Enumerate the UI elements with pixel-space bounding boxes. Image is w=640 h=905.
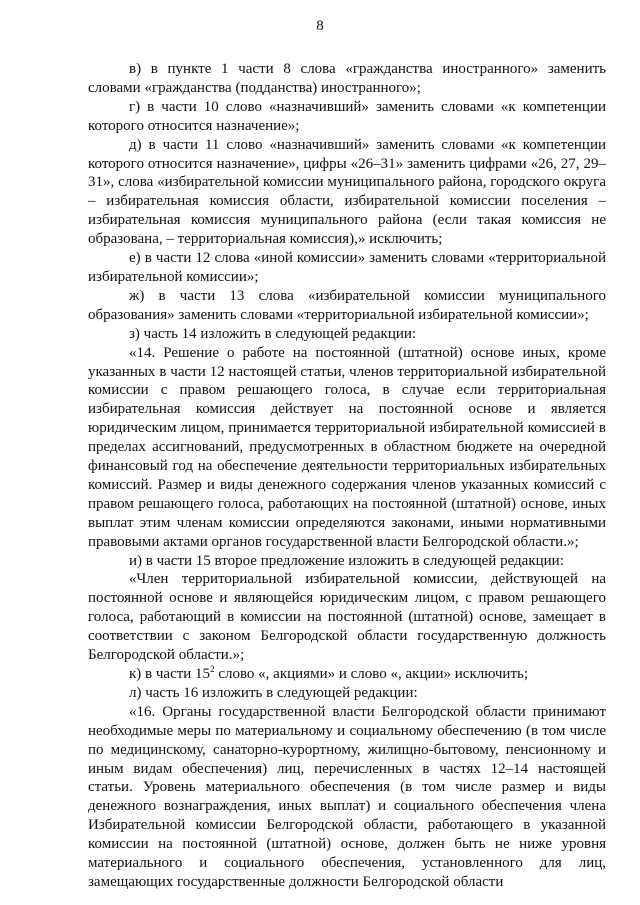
amendment-item-d: д) в части 11 слово «назначивший» заменить словами «к компетенции которого относится назначение», цифры «26–31» заменить цифрами «26, 27, 29–31», слова «избирательной комиссии муниципального района, городского округа – избирательная комиссия области, избирательной комиссии поселения – избирательная комиссия муниципального района (если такая комиссия не образована, – территориальная комиссия),» исключить; [88, 136, 606, 248]
superscript-index: 2 [210, 664, 215, 674]
quoted-sentence-part-15: «Член территориальной избирательной комиссии, действующей на постоянной основе и являющейся юридическим лицом, с правом решающего голоса, работающий в комиссии на постоянной (штатной) основе, замещает в соответствии с законом Белгородской области государственную должность Белгородской области.»; [88, 571, 606, 664]
amendment-item-i: и) в части 15 второе предложение изложить в следующей редакции: [129, 552, 564, 569]
document-body [88, 60, 606, 892]
quoted-part-14: «14. Решение о работе на постоянной (штатной) основе иных, кроме указанных в части 12 настоящей статьи, членов территориальной избирательной комиссии с правом решающего голоса, в случае если территориальная избирательная комиссия действует на постоянной основе и является юридическим лицом, принимается территориальной избирательной комиссией в пределах ассигнований, предусмотренных в областном бюджете на очередной финансовый год на обеспечение деятельности территориальных избирательных комиссий. Размер и виды денежного содержания членов указанных комиссий с правом решающего голоса, работающих на постоянной (штатной) основе, иных выплат этим членам комиссии определяются законами, иными нормативными правовыми актами органов государственной власти Белгородской области.»; [88, 344, 606, 550]
amendment-item-v: в) в пункте 1 части 8 слова «гражданства иностранного» заменить словами «гражданства (подданства) иностранного»; [88, 61, 606, 96]
amendment-item-zh: ж) в части 13 слова «избирательной комиссии муниципального образования» заменить словами «территориальной избирательной комиссии»; [88, 287, 606, 323]
amendment-item-l: л) часть 16 изложить в следующей редакции: [129, 684, 418, 701]
amendment-item-g: г) в части 10 слово «назначивший» заменить словами «к компетенции которого относится назначение»; [88, 98, 606, 134]
amendment-item-k-start: к) в части 15 [129, 666, 211, 682]
amendment-item-z: з) часть 14 изложить в следующей редакции: [129, 325, 417, 342]
amendment-item-e: е) в части 12 слова «иной комиссии» заменить словами «территориальной избирательной комиссии»; [88, 250, 606, 285]
amendment-item-k [88, 665, 606, 684]
amendment-item-k-end: слово «, акциями» и слово «, акции» исключить; [214, 666, 529, 682]
quoted-part-16: «16. Органы государственной власти Белгородской области принимают необходимые меры по материальному и социальному обеспечению (в том числе по медицинскому, санаторно-курортному, жилищно-бытовому, пенсионному и иным видам обеспечения) лиц, перечисленных в частях 12–14 настоящей статьи. Уровень материального обеспечения (в том числе размер и виды денежного вознаграждения, иных выплат) и социального обеспечения члена Избирательной комиссии Белгородской области, работающего в указанной комиссии на постоянной (штатной) основе, должен быть не ниже уровня материального и социального обеспечения, установленного для лиц, замещающих государственные должности Белгородской области [88, 703, 606, 890]
page-number: 8 [316, 18, 324, 34]
